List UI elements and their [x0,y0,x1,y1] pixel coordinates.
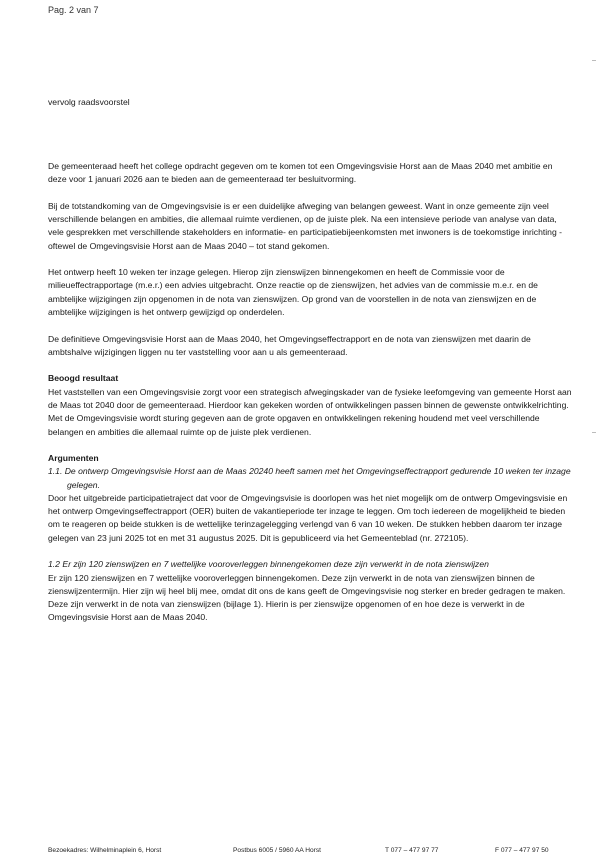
arguments-heading: Argumenten [48,452,99,463]
fold-mark [592,432,596,433]
fold-mark [592,60,596,61]
footer-fax: F 077 – 477 97 50 [495,847,549,854]
document-body [48,160,573,638]
document-subtitle: vervolg raadsvoorstel [48,97,130,107]
footer-visit-address: Bezoekadres: Wilhelminaplein 6, Horst [48,847,162,854]
argument-text: Door het uitgebreide participatietraject dat voor de Omgevingsvisie is doorlopen was het niet mogelijk om de ontwerp Omgevingsvisie en het ontwerp Omgevingseffectrapport (OER) buiten de vakantieperiode ter inzage te leggen. Om toch iedereen de mogelijkheid te bieden om te reageren op beide stukken is de wettelijke terinzagelegging verlengd van 6 van 10 weken. De stukken hebben daarom ter inzage gelegen van 23 juni 2025 tot en met 31 augustus 2025. Dit is gepubliceerd via het Gemeenteblad (nr. 272105). [48,492,568,543]
intro-paragraph: De definitieve Omgevingsvisie Horst aan de Maas 2040, het Omgevingseffectrapport en de nota van zienswijzen met daarin de ambtshalve wijzigingen liggen nu ter vaststelling voor aan u als gemeenteraad. [48,333,531,357]
result-heading: Beoogd resultaat [48,373,119,384]
intro-paragraph: De gemeenteraad heeft het college opdracht gegeven om te komen tot een Omgevingsvisie Horst aan de Maas 2040 met ambitie en deze voor 1 januari 2026 aan te bieden aan de gemeenteraad ter besluitvorming. [48,161,553,185]
footer-postal-address: Postbus 6005 / 5960 AA Horst [233,847,321,854]
intro-paragraph: Het ontwerp heeft 10 weken ter inzage gelegen. Hierop zijn zienswijzen binnengekomen en heeft de Commissie voor de milieueffectrapportage (m.e.r.) een advies uitgebracht. Onze reactie op de zienswijzen, het advies van de commissie m.e.r. en de ambtelijke wijzigingen zijn opgenomen in de nota van zienswijzen. Op grond van de voorstellen in de nota van zienswijzen en de ambtelijke wijzigingen is het ontwerp gewijzigd op onderdelen. [48,267,538,318]
footer-phone: T 077 – 477 97 77 [385,847,439,854]
argument-title: 1.1. De ontwerp Omgevingsvisie Horst aan de Maas 20240 heeft samen met het Omgevingseffectrapport gedurende 10 weken ter inzage gelegen. [48,466,571,490]
result-text: Het vaststellen van een Omgevingsvisie zorgt voor een strategisch afwegingskader van de fysieke leefomgeving van gemeente Horst aan de Maas tot 2040 door de gemeenteraad. Hierdoor kan gekeken worden of ontwikkelingen passen binnen de gewenste ontwikkelrichting. Met de Omgevingsvisie wordt sturing gegeven aan de grote opgaven en ontwikkelingen rekening houdend met veel verschillende belangen en ambities die allemaal ruimte op de juiste plek verdienen. [48,386,572,437]
argument-title: 1.2 Er zijn 120 zienswijzen en 7 wettelijke vooroverleggen binnengekomen deze zijn verwerkt in de nota zienswijzen [48,559,489,570]
argument-text: Er zijn 120 zienswijzen en 7 wettelijke vooroverleggen binnengekomen. Deze zijn verwerkt in de nota van zienswijzen binnen de zienswijzentermijn. Hier zijn wij heel blij mee, omdat dit ons de kans geeft de Omgevingsvisie nog sterker en breder gedragen te maken. Deze zijn verwerkt in de nota van zienswijzen (bijlage 1). Hierin is per zienswijze opgenomen of en hoe deze is verwerkt in de Omgevingsvisie Horst aan de Maas 2040. [48,572,566,623]
intro-paragraph: Bij de totstandkoming van de Omgevingsvisie is er een duidelijke afweging van belangen geweest. Want in onze gemeente zijn veel verschillende belangen en ambities, die allemaal ruimte verdienen, op de juiste plek. Na een intensieve periode van analyse van data, vele gesprekken met verschillende stakeholders en informatie- en participatiebijeenkomsten met inwoners is de toekomstige inrichting - oftewel de Omgevingsvisie Horst aan de Maas 2040 – tot stand gekomen. [48,200,562,251]
page-number: Pag. 2 van 7 [48,5,99,15]
